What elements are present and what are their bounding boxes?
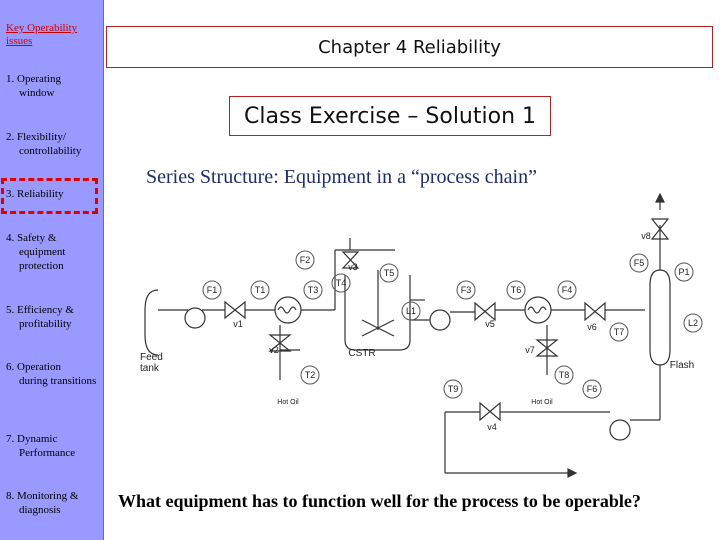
label-T5: T5: [383, 268, 395, 278]
label-T9: T9: [447, 384, 459, 394]
label-v3: v3: [348, 262, 358, 272]
label-L1: L1: [405, 306, 417, 316]
label-F6: F6: [586, 384, 598, 394]
label-v7: v7: [525, 345, 535, 355]
label-cstr: CSTR: [348, 348, 376, 359]
sidebar-item-sublabel: controllability: [19, 145, 82, 157]
sidebar-item-safety[interactable]: [6, 231, 101, 273]
series-label: Series Structure:: [146, 166, 279, 188]
label-T8: T8: [558, 370, 570, 380]
label-T1: T1: [254, 285, 266, 295]
pump-1: [185, 308, 205, 328]
sidebar-item-transitions[interactable]: [6, 360, 101, 388]
vapor-arrow: [656, 194, 664, 202]
sidebar-item-monitoring[interactable]: [6, 489, 101, 517]
active-item-highlight: [1, 178, 98, 214]
label-v4: v4: [487, 422, 497, 432]
sidebar-item-sublabel: profitability: [19, 318, 72, 330]
label-P1: P1: [678, 267, 690, 277]
label-F4: F4: [561, 285, 573, 295]
sidebar-item-efficiency[interactable]: [6, 303, 101, 331]
label-v2: v2: [269, 345, 279, 355]
sidebar-item-sublabel: diagnosis: [19, 504, 61, 516]
label-flash: Flash: [669, 360, 695, 371]
label-T4: T4: [335, 278, 347, 288]
label-F2: F2: [299, 255, 311, 265]
valve-v4-shape: [480, 403, 500, 420]
sidebar-item-label: 1. Operating: [6, 73, 61, 85]
sidebar-item-sublabel: window: [19, 87, 55, 99]
outlet-arrow: [568, 469, 576, 477]
process-flow-diagram: [140, 190, 715, 480]
sidebar-item-sublabel: equipment protection: [19, 246, 66, 272]
pump-2: [430, 310, 450, 330]
sidebar-item-sublabel: Performance: [19, 447, 76, 459]
sidebar-item-sublabel: during transitions: [19, 375, 97, 387]
label-v5: v5: [485, 319, 495, 329]
series-structure-heading: [146, 166, 537, 189]
heater-2: [525, 297, 551, 323]
sidebar-item-label: 6. Operation: [6, 361, 61, 373]
heater-1: [275, 297, 301, 323]
valve-v5-shape: [475, 303, 495, 320]
flash-vessel: [650, 270, 670, 365]
sidebar-item-label: 4. Safety &: [6, 232, 57, 244]
sidebar-item-label: 7. Dynamic: [6, 433, 58, 445]
sidebar-item-dynamic[interactable]: [6, 432, 101, 460]
label-T3: T3: [307, 285, 319, 295]
label-F5: F5: [633, 258, 645, 268]
sidebar-item-label: 3. Reliability: [6, 188, 64, 200]
label-T7: T7: [613, 327, 625, 337]
chapter-title: Chapter 4 Reliability: [106, 26, 713, 68]
series-text: Equipment in a “process chain”: [278, 166, 537, 188]
label-feed-tank: Feed tank: [140, 352, 163, 374]
sidebar: [0, 0, 104, 540]
label-T2: T2: [304, 370, 316, 380]
label-F1: F1: [206, 285, 218, 295]
sidebar-item-label: 5. Efficiency &: [6, 304, 74, 316]
sidebar-title[interactable]: Key Operability issues: [6, 22, 78, 47]
feed-tank-outline: [145, 290, 158, 355]
label-v8: v8: [641, 231, 651, 241]
label-hot-oil-1: Hot Oil: [277, 399, 299, 406]
label-v6: v6: [587, 322, 597, 332]
question-text: What equipment has to function well for the process to be operable?: [118, 491, 641, 511]
valve-v6-shape: [585, 303, 605, 320]
exercise-title: Class Exercise – Solution 1: [229, 96, 551, 136]
pump-3: [610, 420, 630, 440]
label-hot-oil-2: Hot Oil: [531, 399, 553, 406]
label-L2: L2: [687, 318, 699, 328]
label-v1: v1: [233, 319, 243, 329]
label-F3: F3: [460, 285, 472, 295]
sidebar-item-label: 2. Flexibility/: [6, 131, 66, 143]
sidebar-item-label: 8. Monitoring &: [6, 490, 79, 502]
label-T6: T6: [510, 285, 522, 295]
sidebar-item-operating-window[interactable]: [6, 72, 101, 100]
valve-v1-shape: [225, 302, 245, 318]
sidebar-item-flexibility[interactable]: [6, 130, 101, 158]
